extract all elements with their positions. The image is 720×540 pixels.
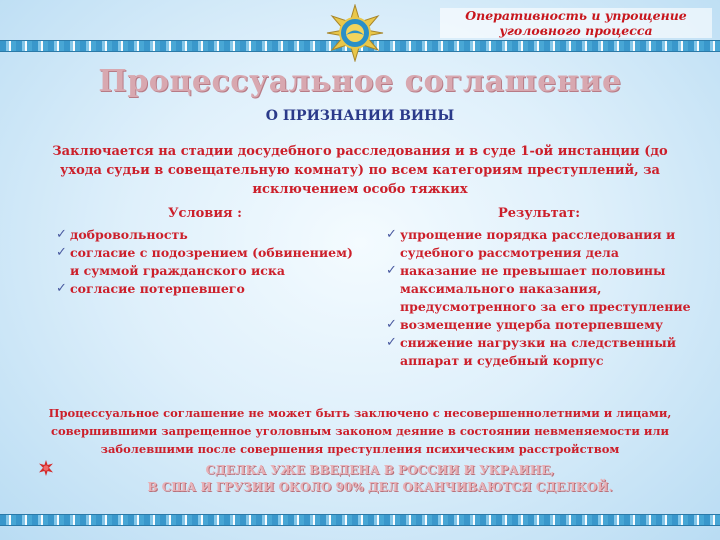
list-item <box>60 262 378 280</box>
list-item-text: предусмотренного за его преступление <box>400 299 691 314</box>
list-item <box>386 262 712 280</box>
list-item-text: добровольность <box>70 227 188 242</box>
list-item-text: и суммой гражданского иска <box>70 263 285 278</box>
note-line: Процессуальное соглашение не может быть заключено с несовершеннолетними и лицами, <box>48 406 672 420</box>
note-line: заболевшими после совершения преступления психическим расстройством <box>100 442 620 456</box>
header-title-line2: уголовного процесса <box>499 23 653 38</box>
list-item-text: максимального наказания, <box>400 281 602 296</box>
list-item-text: согласие с подозрением (обвинением) <box>70 245 353 260</box>
bottom-ornament-border <box>0 514 720 526</box>
list-item <box>56 244 378 262</box>
list-item <box>390 280 712 298</box>
list-item <box>56 226 378 244</box>
page-title: Процессуальное соглашение <box>98 64 622 99</box>
checkmark-icon: ✓ <box>56 245 67 260</box>
restriction-note <box>22 404 698 458</box>
star-bullet-icon <box>38 460 54 476</box>
intro-paragraph <box>28 142 692 199</box>
list-item <box>390 298 712 316</box>
results-heading: Результат: <box>498 206 580 221</box>
list-item-text: аппарат и судебный корпус <box>400 353 604 368</box>
list-item <box>386 316 712 334</box>
intro-line: Заключается на стадии досудебного расследования и в суде 1-ой инстанции (до <box>52 144 668 159</box>
conditions-heading: Условия : <box>168 206 242 221</box>
list-item <box>386 334 712 352</box>
list-item-text: согласие потерпевшего <box>70 281 245 296</box>
checkmark-icon: ✓ <box>56 281 67 296</box>
checkmark-icon: ✓ <box>386 317 397 332</box>
deal-fact <box>60 462 700 496</box>
list-item-text: возмещение ущерба потерпевшему <box>400 317 663 332</box>
state-emblem-icon <box>326 4 384 62</box>
checkmark-icon: ✓ <box>56 227 67 242</box>
intro-line: исключением особо тяжких <box>252 182 468 197</box>
list-item <box>390 244 712 262</box>
list-item <box>390 352 712 370</box>
list-item-text: судебного рассмотрения дела <box>400 245 619 260</box>
fact-line: В США И ГРУЗИИ ОКОЛО 90% ДЕЛ ОКАНЧИВАЮТСЯ СДЕЛКОЙ. <box>147 480 613 494</box>
note-line: совершившими запрещенное уголовным законом деяние в состоянии невменяемости или <box>50 424 670 438</box>
page-subtitle: О ПРИЗНАНИИ ВИНЫ <box>265 108 455 124</box>
results-list <box>386 226 712 370</box>
header-title <box>440 8 712 38</box>
list-item-text: снижение нагрузки на следственный <box>400 335 677 350</box>
list-item <box>56 280 378 298</box>
list-item-text: наказание не превышает половины <box>400 263 666 278</box>
intro-line: ухода судьи в совещательную комнату) по всем категориям преступлений, за <box>60 163 660 178</box>
checkmark-icon: ✓ <box>386 227 397 242</box>
checkmark-icon: ✓ <box>386 335 397 350</box>
list-item <box>386 226 712 244</box>
header-title-line1: Оперативность и упрощение <box>465 8 687 23</box>
fact-line: СДЕЛКА УЖЕ ВВЕДЕНА В РОССИИ И УКРАИНЕ, <box>205 463 555 477</box>
list-item-text: упрощение порядка расследования и <box>400 227 676 242</box>
checkmark-icon: ✓ <box>386 263 397 278</box>
conditions-list <box>56 226 378 298</box>
